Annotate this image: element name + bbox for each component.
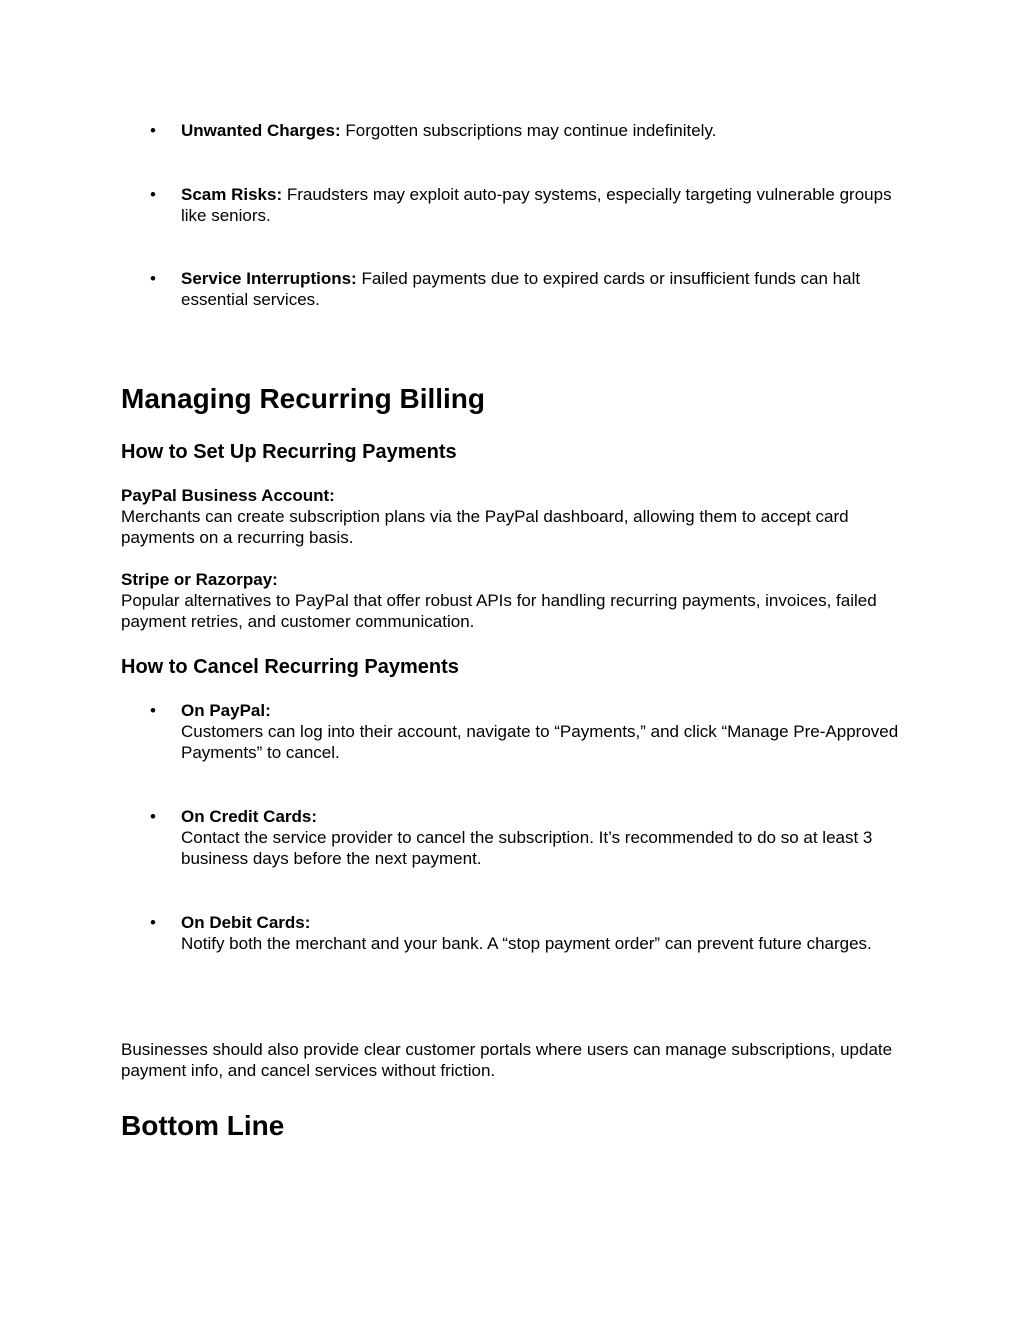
list-item-body: Contact the service provider to cancel the subscription. It’s recommended to do so at least 3 business days before the next payment. [181,828,873,868]
cancel-heading: How to Cancel Recurring Payments [121,656,459,678]
list-item-body: Forgotten subscriptions may continue indefinitely. [340,121,717,140]
bullet-icon: • [150,807,156,826]
list-item-text [181,700,911,763]
bottom-line-title: Bottom Line [121,1110,285,1141]
bullet-icon: • [150,121,156,140]
setup-item-text: Merchants can create subscription plans via the PayPal dashboard, allowing them to accept card payments on a recurring basis. [121,507,849,547]
list-item-body: Failed payments due to expired cards or insufficient funds can halt essential services. [181,269,861,309]
list-item-label: On Credit Cards: [181,807,318,826]
bullet-icon: • [150,185,156,204]
list-item-label: Unwanted Charges: [181,121,341,140]
list-item-body: Notify both the merchant and your bank. A “stop payment order” can prevent future charges. [181,934,872,953]
list-item-text [181,806,911,869]
setup-item-stripe [121,569,911,632]
list-item-label: On PayPal: [181,701,271,720]
list-item-text [181,912,911,954]
bullet-icon: • [150,269,156,288]
list-item-text [181,120,911,141]
bullet-icon: • [150,913,156,932]
setup-heading: How to Set Up Recurring Payments [121,441,457,463]
list-item-text [181,268,911,310]
list-item-body: Customers can log into their account, navigate to “Payments,” and click “Manage Pre-Approved Payments” to cancel. [181,722,899,762]
bullet-icon: • [150,701,156,720]
list-item-text [181,184,911,226]
setup-item-label: PayPal Business Account: [121,486,335,505]
setup-item-label: Stripe or Razorpay: [121,570,278,589]
section-title: Managing Recurring Billing [121,383,486,414]
setup-item-text: Popular alternatives to PayPal that offer robust APIs for handling recurring payments, invoices, failed payment retries, and customer communication. [121,591,877,631]
list-item-label: On Debit Cards: [181,913,311,932]
list-item-body: Fraudsters may exploit auto-pay systems, especially targeting vulnerable groups like seniors. [181,185,892,225]
closing-paragraph: Businesses should also provide clear customer portals where users can manage subscriptions, update payment info, and cancel services without friction. [121,1040,893,1080]
list-item-label: Service Interruptions: [181,269,357,288]
list-item-label: Scam Risks: [181,185,283,204]
setup-item-paypal [121,485,911,548]
